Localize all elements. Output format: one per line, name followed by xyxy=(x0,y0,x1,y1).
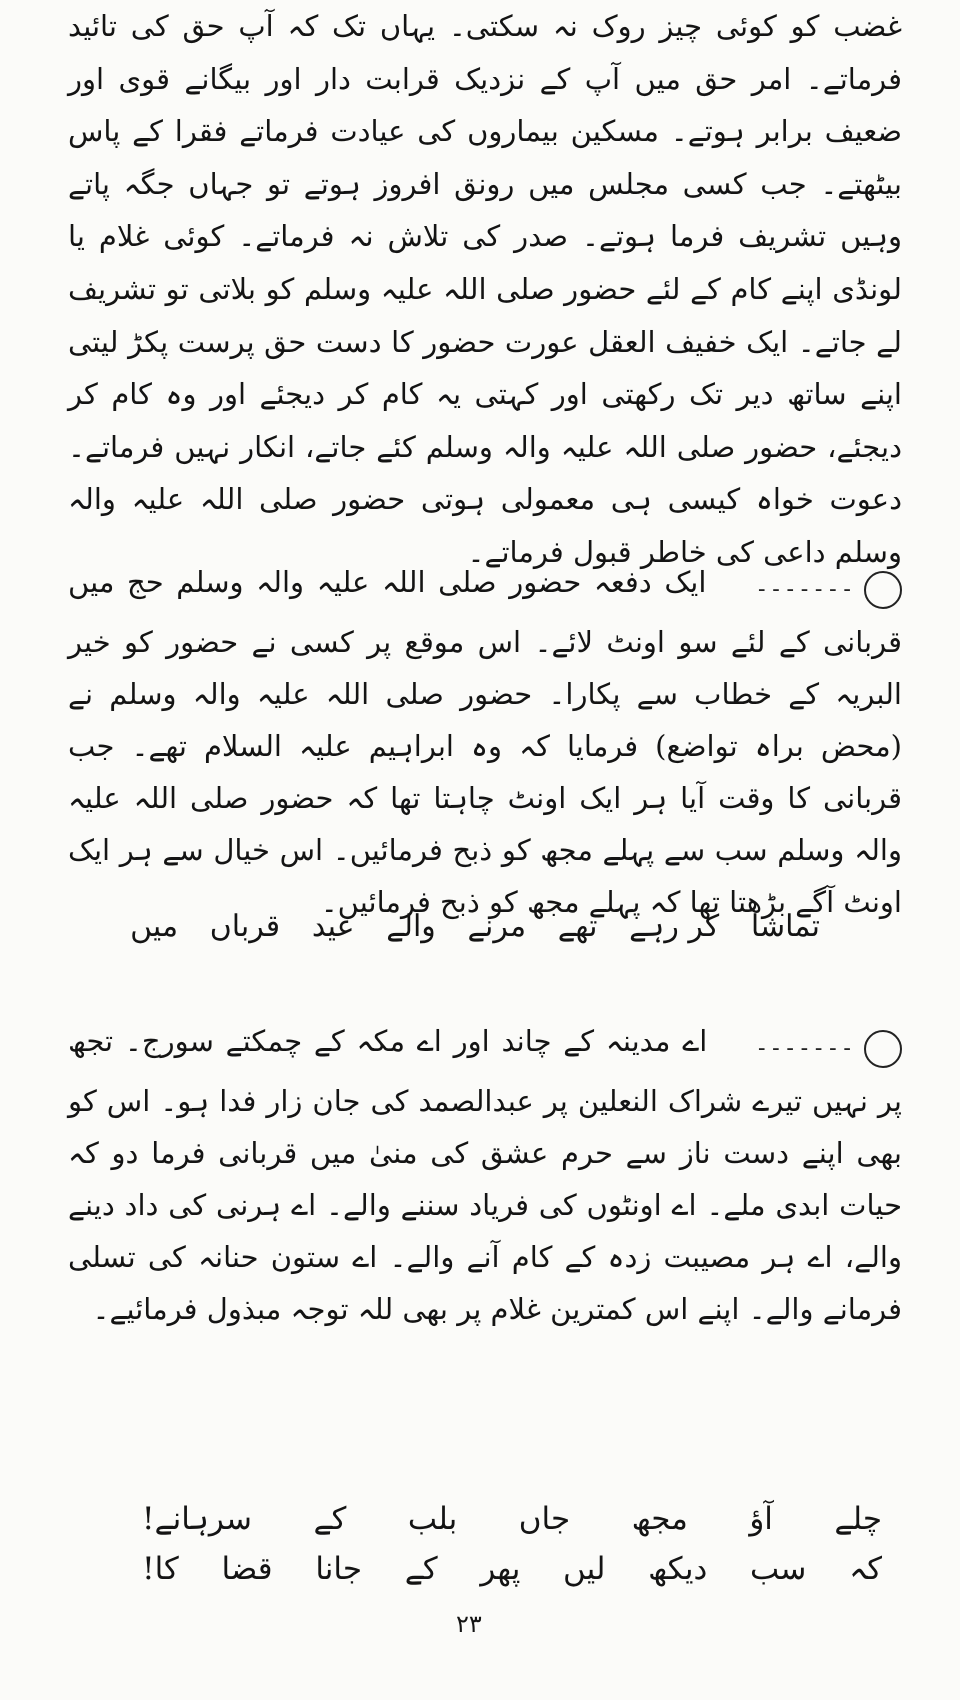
couplet-word: کے xyxy=(313,1501,347,1537)
verse-word: والے xyxy=(386,909,436,944)
paragraph-3-container xyxy=(68,1015,902,1335)
couplet-word: کے xyxy=(404,1551,438,1587)
verse-word: تماشا xyxy=(750,909,820,944)
couplet-word: دیکھ xyxy=(648,1551,708,1587)
item-marker xyxy=(745,1021,902,1075)
page-number: ۲۳ xyxy=(456,1610,482,1638)
couplet-line-1 xyxy=(142,1498,882,1540)
couplet-line-2 xyxy=(142,1548,882,1590)
couplet-word: پھر xyxy=(480,1551,521,1587)
couplet-word: لیں xyxy=(563,1551,606,1587)
couplet-word: بلب xyxy=(407,1501,458,1537)
verse-line xyxy=(130,907,820,947)
verse-word: مرنے xyxy=(467,909,527,944)
paragraph-2: ایک دفعہ حضور صلی اللہ علیہ والہ وسلم حج میں قربانی کے لئے سو اونٹ لائے۔ اس موقع پر کسی نے حضور کو خیر البریہ کے خطاب سے پکارا۔ حضور صلی اللہ علیہ والہ وسلم نے (محض براہ تواضع) فرمایا کہ وہ ابراہیم علیہ السلام تھے۔ جب قربانی کا وقت آیا ہر ایک اونٹ چاہتا تھا کہ حضور صلی اللہ علیہ والہ وسلم سب سے پہلے مجھ کو ذبح فرمائیں۔ اس خیال سے ہر ایک اونٹ آگے بڑھتا تھا کہ پہلے مجھ کو ذبح فرمائیں۔ xyxy=(68,565,902,919)
couplet-word: سب xyxy=(749,1551,807,1587)
verse-word: عید xyxy=(311,909,355,944)
couplet-word: چلے xyxy=(834,1501,882,1537)
couplet-word: آؤ xyxy=(749,1501,773,1537)
couplet-word: کہ xyxy=(849,1551,882,1587)
dash-leader: ------- xyxy=(755,1036,855,1061)
list-item-1 xyxy=(68,556,902,928)
item-marker xyxy=(745,562,902,616)
couplet-word: کا! xyxy=(142,1551,179,1587)
couplet-word: سرہانے! xyxy=(142,1501,252,1537)
couplet-word: مجھ xyxy=(631,1501,688,1537)
paragraph-1: غضب کو کوئی چیز روک نہ سکتی۔ یہاں تک کہ آپ حق کی تائید فرماتے۔ امر حق میں آپ کے نزدیک قرابت دار اور بیگانے قوی اور ضعیف برابر ہوتے۔ مسکین بیماروں کی عیادت فرماتے فقرا کے پاس بیٹھتے۔ جب کسی مجلس میں رونق افروز ہوتے تو جہاں جگہ پاتے وہیں تشریف فرما ہوتے۔ صدر کی تلاش نہ فرماتے۔ کوئی غلام یا لونڈی اپنے کام کے لئے حضور صلی اللہ علیہ وسلم کو بلاتی تو تشریف لے جاتے۔ ایک خفیف العقل عورت حضور کا دست حق پرست پکڑ لیتی اپنے ساتھ دیر تک رکھتی اور کہتی یہ کام کر دیجئے اور وہ کام کر دیجئے، حضور صلی اللہ علیہ والہ وسلم کئے جاتے، انکار نہیں فرماتے۔ دعوت خواہ کیسی ہی معمولی ہوتی حضور صلی اللہ علیہ والہ وسلم داعی کی خاطر قبول فرماتے۔ xyxy=(68,9,902,569)
verse-word: میں xyxy=(130,909,179,944)
couplet-word: جانا xyxy=(315,1551,362,1587)
couplet-word: جاں xyxy=(518,1501,571,1537)
verse-word: کر رہے xyxy=(629,909,720,944)
circle-bullet-icon xyxy=(864,1030,902,1068)
circle-bullet-icon xyxy=(864,571,902,609)
paragraph-3: اے مدینہ کے چاند اور اے مکہ کے چمکتے سورج۔ تجھ پر نہیں تیرے شراک النعلین پر عبدالصمد کی جان زار فدا ہو۔ اس کو بھی اپنے دست ناز سے حرم عشق کی منیٰ میں قربانی فرما دو کہ حیات ابدی ملے۔ اے اونٹوں کی فریاد سننے والے۔ اے ہرنی کی داد دینے والے، اے ہر مصیبت زدہ کے کام آنے والے۔ اے ستون حنانہ کی تسلی فرمانے والے۔ اپنے اس کمترین غلام پر بھی للہ توجہ مبذول فرمائیے۔ xyxy=(68,1024,902,1326)
paragraph-2-container xyxy=(68,556,902,928)
list-item-2 xyxy=(68,1015,902,1335)
verse-word: تھے xyxy=(557,909,598,944)
dash-leader: ------- xyxy=(755,577,855,602)
couplet-word: قضا xyxy=(221,1551,273,1587)
verse-word: قرباں xyxy=(209,909,281,944)
